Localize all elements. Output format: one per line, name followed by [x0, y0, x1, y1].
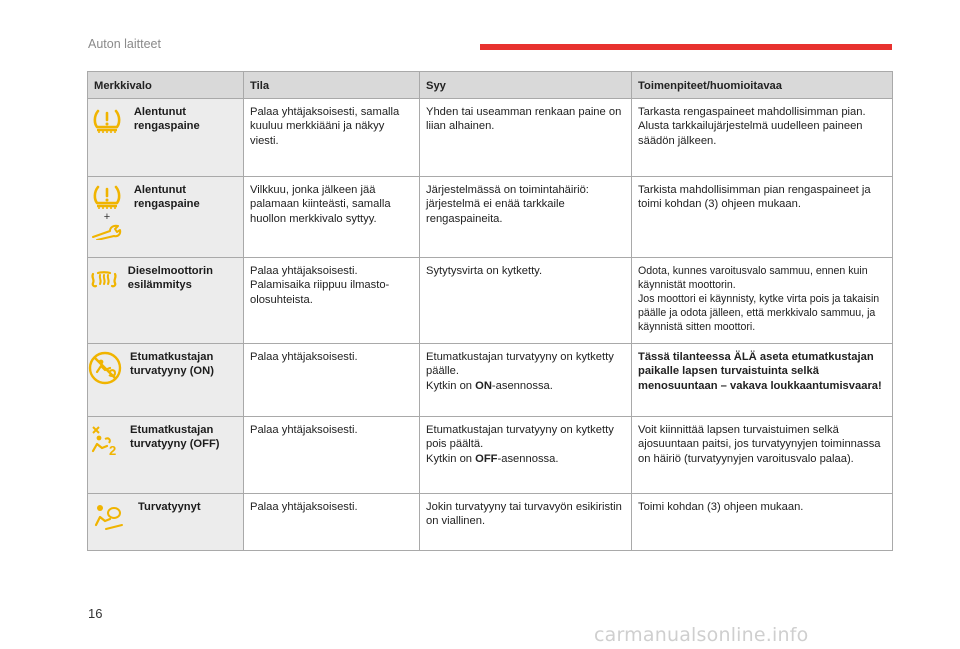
action-cell: Toimi kohdan (3) ohjeen mukaan. [632, 494, 893, 551]
cause-text: Etumatkustajan turvatyyny on kytketty pois päältä. Kytkin on [426, 424, 614, 465]
lamp-cell [88, 258, 244, 344]
lamp-name: Alentunut rengaspaine [133, 106, 200, 133]
lamp-name: Etumatkustajan turvatyyny (OFF) [130, 424, 220, 451]
lamp-name: Alentunut rengaspaine [133, 184, 200, 211]
state-cell: Palaa yhtäjaksoisesti. [244, 494, 420, 551]
cause-text: Etumatkustajan turvatyyny on kytketty päälle. Kytkin on [426, 351, 614, 392]
lamp-cell [88, 344, 244, 417]
page-number: 16 [88, 606, 103, 621]
table-row [88, 99, 893, 177]
switch-position-on: ON [475, 379, 492, 392]
lamp-cell [88, 494, 244, 551]
lamp-name: Dieselmoottorin esilämmitys [127, 265, 213, 292]
cause-cell: Sytytysvirta on kytketty. [420, 258, 632, 344]
action-cell: Tässä tilanteessa ÄLÄ aseta etumatkustajan paikalle lapsen turvaistuinta selkä menosuuntaan – vakava loukkaantumisvaara! [632, 344, 893, 417]
warning-lights-table [87, 71, 893, 551]
switch-position-off: OFF [475, 452, 498, 465]
cause-cell: Järjestelmässä on toimintahäiriö: järjestelmä ei enää tarkkaile rengaspaineita. [420, 177, 632, 258]
passenger-airbag-on-icon [88, 351, 122, 385]
tire-pressure-warning-icon [92, 107, 122, 135]
wrench-service-icon [90, 224, 124, 240]
cause-cell [420, 417, 632, 494]
cause-cell: Yhden tai useamman renkaan paine on liian alhainen. [420, 99, 632, 177]
tire-pressure-fault-icon [92, 183, 122, 211]
watermark: carmanualsonline.info [594, 624, 809, 646]
passenger-airbag-off-icon [88, 425, 122, 457]
state-cell: Palaa yhtäjaksoisesti. Palamisaika riippuu ilmasto-olosuhteista. [244, 258, 420, 344]
cause-cell [420, 344, 632, 417]
table-header-row [88, 72, 893, 99]
header-accent-bar [480, 44, 892, 50]
lamp-cell [88, 99, 244, 177]
action-cell: Voit kiinnittää lapsen turvaistuimen selkä ajosuuntaan paitsi, jos turvatyynyjen toiminnassa on häiriö (turvatyynyjen varoitusvalo palaa). [632, 417, 893, 494]
table-row [88, 177, 893, 258]
glow-plug-icon [89, 270, 119, 290]
action-cell: Odota, kunnes varoitusvalo sammuu, ennen kuin käynnistät moottorin. Jos moottori ei käynnisty, kytke virta pois ja takaisin päälle ja odota jälleen, että merkkivalo sammuu, ja käynnistä sitten moottori. [632, 258, 893, 344]
airbag-fault-icon [92, 502, 126, 532]
table-row [88, 417, 893, 494]
table-row [88, 494, 893, 551]
state-cell: Palaa yhtäjaksoisesti, samalla kuuluu merkkiääni ja näkyy viesti. [244, 99, 420, 177]
cause-text-end: -asennossa. [497, 452, 559, 465]
cause-cell: Jokin turvatyyny tai turvavyön esikiristin on viallinen. [420, 494, 632, 551]
state-cell: Palaa yhtäjaksoisesti. [244, 344, 420, 417]
lamp-name: Etumatkustajan turvatyyny (ON) [130, 351, 214, 378]
state-cell: Vilkkuu, jonka jälkeen jää palamaan kiinteästi, samalla huollon merkkivalo syttyy. [244, 177, 420, 258]
column-header-state: Tila [244, 72, 420, 99]
airbag-number: 2 [109, 443, 117, 457]
lamp-name: Turvatyynyt [138, 501, 201, 513]
section-title: Auton laitteet [88, 37, 161, 51]
plus-sign: + [103, 211, 111, 223]
lamp-cell [88, 177, 244, 258]
table-row [88, 344, 893, 417]
action-cell: Tarkasta rengaspaineet mahdollisimman pian. Alusta tarkkailujärjestelmä uudelleen paineen säädön jälkeen. [632, 99, 893, 177]
state-cell: Palaa yhtäjaksoisesti. [244, 417, 420, 494]
column-header-cause: Syy [420, 72, 632, 99]
column-header-action: Toimenpiteet/huomioitavaa [632, 72, 893, 99]
table-row [88, 258, 893, 344]
cause-text-end: -asennossa. [491, 379, 553, 392]
action-cell: Tarkista mahdollisimman pian rengaspaineet ja toimi kohdan (3) ohjeen mukaan. [632, 177, 893, 258]
lamp-cell [88, 417, 244, 494]
column-header-lamp: Merkkivalo [88, 72, 244, 99]
